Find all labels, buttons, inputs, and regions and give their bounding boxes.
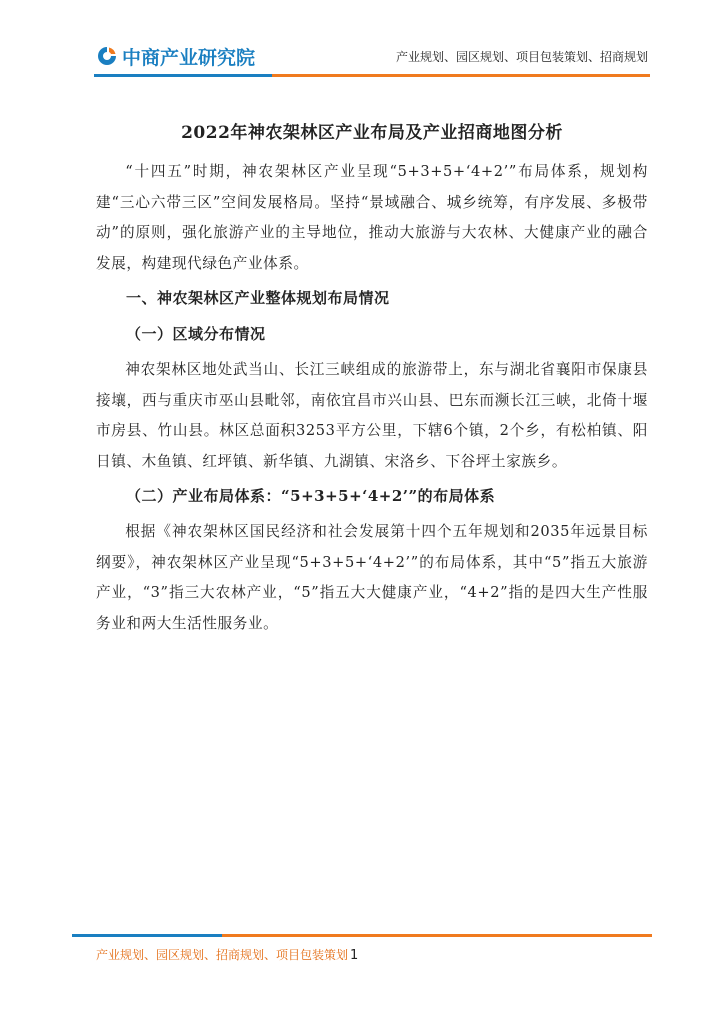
header-tagline: 产业规划、园区规划、项目包装策划、招商规划	[395, 50, 648, 64]
subsection-heading-region: （一）区域分布情况	[126, 325, 266, 343]
document-title: 2022年神农架林区产业布局及产业招商地图分析	[181, 123, 563, 143]
region-paragraph: 神农架林区地处武当山、长江三峡组成的旅游带上，东与湖北省襄阳市保康县接壤，西与重庆市巫山县毗邻，南依宜昌市兴山县、巴东而濒长江三峡，北倚十堰市房县、竹山县。林区总面积3253平方公里，下辖6个镇，2个乡，有松柏镇、阳日镇、木鱼镇、红坪镇、新华镇、九湖镇、宋洛乡、下谷坪土家族乡。	[96, 361, 648, 470]
layout-paragraph: 根据《神农架林区国民经济和社会发展第十四个五年规划和2035年远景目标纲要》，神农架林区产业呈现“5+3+5+‘4+2’”的布局体系，其中“5”指五大旅游产业，“3”指三大农林产业，“5”指五大大健康产业，“4+2”指的是四大生产性服务业和两大生活性服务业。	[96, 523, 648, 632]
document-body	[96, 118, 648, 639]
section-heading: 一、神农架林区产业整体规划布局情况	[126, 289, 390, 307]
logo-text: 中商产业研究院	[122, 46, 256, 69]
logo-mark-icon	[96, 45, 118, 67]
page-header	[0, 0, 724, 80]
subsection-heading-layout: （二）产业布局体系：“5+3+5+‘4+2’”的布局体系	[126, 487, 496, 505]
footer-tagline: 产业规划、园区规划、招商规划、项目包装策划	[96, 948, 349, 962]
page-number: 1	[350, 948, 359, 963]
intro-paragraph: “十四五”时期，神农架林区产业呈现“5+3+5+‘4+2’”布局体系，规划构建“三心六带三区”空间发展格局。坚持“景域融合、城乡统筹，有序发展、多极带动”的原则，强化旅游产业的主导地位，推动大旅游与大农林、大健康产业的融合发展，构建现代绿色产业体系。	[96, 163, 648, 272]
page-footer	[96, 946, 358, 963]
company-logo	[96, 42, 255, 70]
header-divider	[94, 74, 650, 77]
footer-divider	[72, 934, 652, 937]
